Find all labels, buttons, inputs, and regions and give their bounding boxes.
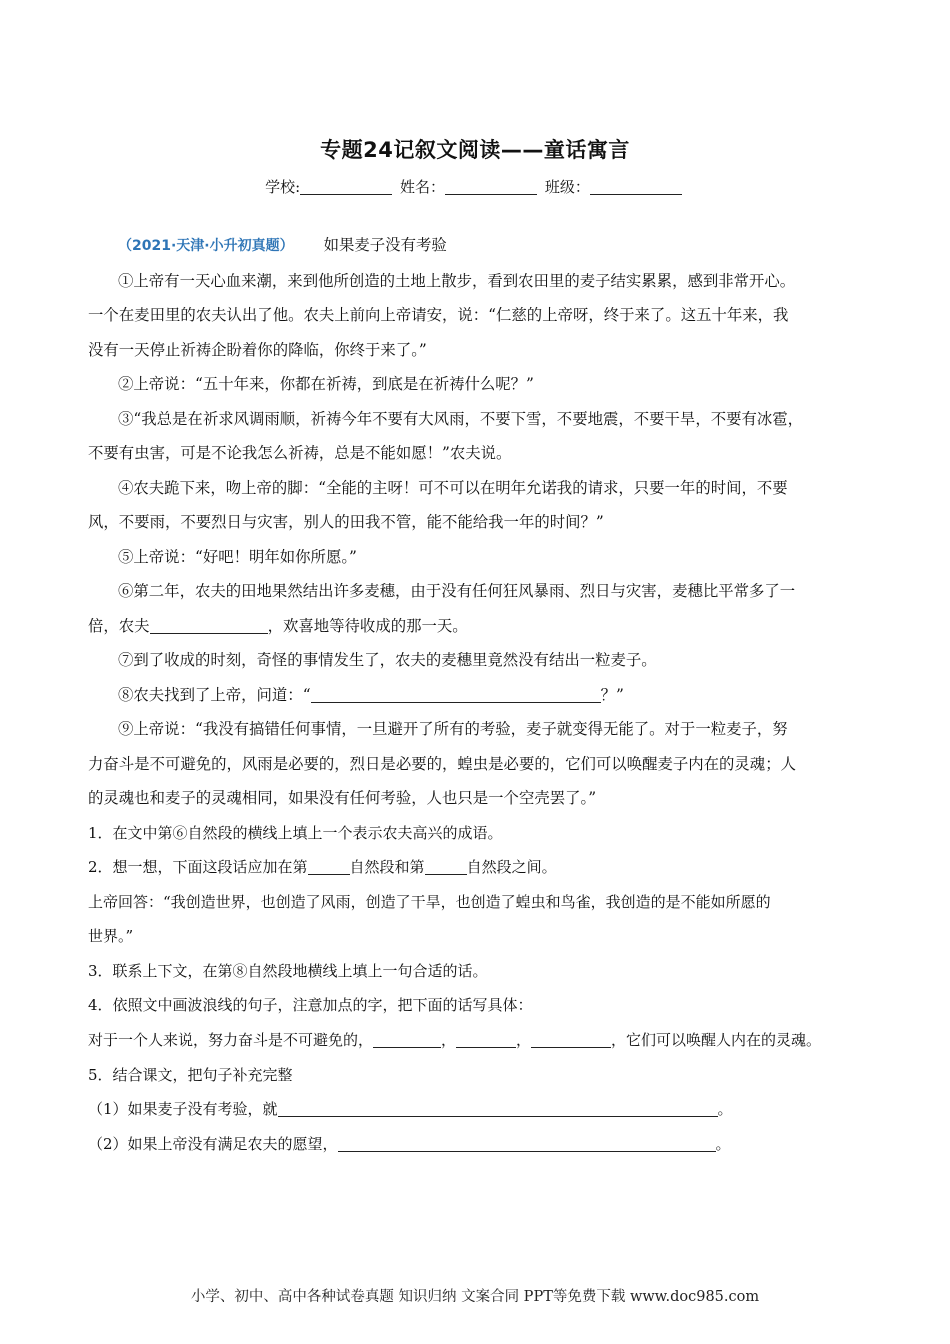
paragraph-line: ⑤上帝说：“好吧！明年如你所愿。”	[118, 547, 357, 566]
school-label: 学校:	[265, 178, 301, 196]
student-info-row	[0, 176, 950, 197]
paragraph-line: 力奋斗是不可避免的，风雨是必要的，烈日是必要的，蝗虫是必要的，它们可以唤醒麦子内在的灵魂；人	[88, 754, 796, 773]
paragraph-line: 一个在麦田里的农夫认出了他。农夫上前向上帝请安，说：“仁慈的上帝呀，终于来了。这五十年来，我	[88, 306, 789, 324]
question-3: 3．联系上下文，在第⑧自然段地横线上填上一句合适的话。	[88, 961, 488, 980]
question-5-1	[88, 1092, 868, 1127]
paragraph-line: 不要有虫害，可是不论我怎么祈祷，总是不能如愿！”农夫说。	[88, 444, 512, 462]
question-4-line	[88, 1023, 868, 1058]
question-1: 1．在文中第⑥自然段的横线上填上一个表示农夫高兴的成语。	[88, 823, 503, 842]
paragraph-line: ③“我总是在祈求风调雨顺，祈祷今年不要有大风雨，不要下雪，不要地震，不要干旱，不要有冰雹，	[118, 409, 804, 428]
idiom-blank[interactable]	[150, 618, 268, 634]
question-text: （1）如果麦子没有考验，就	[88, 1100, 278, 1119]
answer-blank[interactable]	[308, 859, 350, 875]
page-footer: 小学、初中、高中各种试卷真题 知识归纳 文案合同 PPT等免费下载 www.doc985.com	[190, 1289, 760, 1305]
class-blank[interactable]	[590, 179, 682, 195]
question-text: ，	[516, 1031, 532, 1050]
question-text: 自然段和第	[349, 858, 425, 877]
reading-section	[88, 228, 868, 1161]
paragraph-line: ④农夫跪下来，吻上帝的脚：“全能的主呀！可不可以在明年允诺我的请求，只要一年的时间，不要	[118, 478, 788, 497]
question-5-2	[88, 1127, 868, 1162]
question-2-text-line: 世界。”	[88, 927, 134, 946]
paragraph-line: ⑦到了收成的时刻，奇怪的事情发生了，农夫的麦穗里竟然没有结出一粒麦子。	[118, 651, 657, 669]
question-text: （2）如果上帝没有满足农夫的愿望，	[88, 1134, 338, 1153]
paragraph-text: ？”	[600, 685, 624, 704]
question-2	[88, 850, 868, 885]
answer-blank[interactable]	[373, 1032, 441, 1048]
question-text: 对于一个人来说，努力奋斗是不可避免的，	[88, 1031, 374, 1050]
question-text: ，它们可以唤醒人内在的灵魂。	[611, 1031, 822, 1050]
question-5: 5．结合课文，把句子补充完整	[88, 1065, 293, 1084]
answer-blank[interactable]	[425, 859, 467, 875]
class-label: 班级：	[544, 178, 590, 196]
name-blank[interactable]	[445, 179, 537, 195]
page-title: 专题24记叙文阅读——童话寓言	[320, 138, 630, 162]
answer-blank[interactable]	[278, 1101, 718, 1117]
answer-blank[interactable]	[338, 1136, 716, 1152]
paragraph-text: ⑧农夫找到了上帝，问道：“	[118, 685, 311, 704]
question-text: ，	[441, 1031, 457, 1050]
name-label: 姓名：	[400, 178, 446, 196]
paragraph-line: 没有一天停止祈祷企盼着你的降临，你终于来了。”	[88, 340, 427, 359]
paragraph-line: 的灵魂也和麦子的灵魂相同，如果没有任何考验，人也只是一个空壳罢了。”	[88, 789, 597, 807]
question-4: 4．依照文中画波浪线的句子，注意加点的字，把下面的话写具体：	[88, 996, 533, 1015]
question-2-text-line: 上帝回答：“我创造世界，也创造了风雨，创造了干旱，也创造了蝗虫和鸟雀，我创造的是不能如所愿的	[88, 892, 771, 911]
question-text: 自然段之间。	[466, 858, 557, 877]
paragraph-line: ②上帝说：“五十年来，你都在祈祷，到底是在祈祷什么呢？”	[118, 375, 534, 393]
paragraph-line: ⑨上帝说：“我没有搞错任何事情，一旦避开了所有的考验，麦子就变得无能了。对于一粒麦子，努	[118, 720, 788, 738]
paragraph-text: 倍，农夫	[88, 616, 150, 635]
source-line	[88, 228, 868, 264]
source-tag: （2021·天津·小升初真题）	[118, 238, 294, 254]
school-blank[interactable]	[300, 179, 392, 195]
question-text: 2．想一想，下面这段话应加在第	[88, 858, 308, 877]
paragraph-line	[88, 609, 868, 644]
question-text: 。	[717, 1100, 733, 1119]
passage-title: 如果麦子没有考验	[323, 236, 447, 254]
paragraph-line: 风，不要雨，不要烈日与灾害，别人的田我不管，能不能给我一年的时间？”	[88, 513, 604, 531]
paragraph-text: ，欢喜地等待收成的那一天。	[267, 616, 468, 635]
paragraph-line	[88, 678, 868, 713]
question-text: 。	[715, 1134, 731, 1153]
paragraph-line: ①上帝有一天心血来潮，来到他所创造的土地上散步，看到农田里的麦子结实累累，感到非常开心。	[118, 271, 796, 290]
answer-blank[interactable]	[531, 1032, 611, 1048]
answer-blank[interactable]	[456, 1032, 516, 1048]
question-blank[interactable]	[311, 687, 601, 703]
paragraph-line: ⑥第二年，农夫的田地果然结出许多麦穗，由于没有任何狂风暴雨、烈日与灾害，麦穗比平常多了一	[118, 582, 796, 600]
